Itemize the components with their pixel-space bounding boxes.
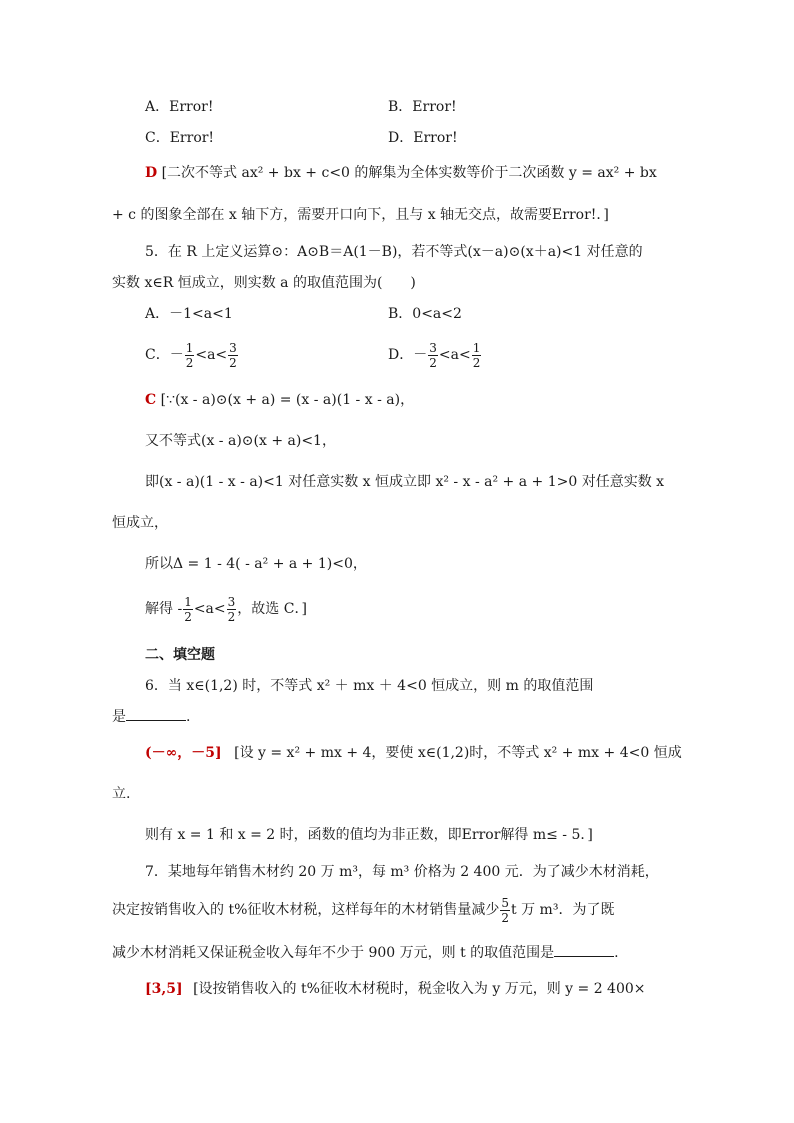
numerator: 1: [472, 340, 481, 355]
denominator: 2: [501, 910, 510, 925]
denominator: 2: [185, 355, 194, 370]
q5-option-b: B．0<a<2: [388, 306, 462, 322]
q4-answer-line-1: [145, 162, 684, 184]
q5-option-row-2: [145, 338, 684, 372]
numerator: 1: [184, 594, 192, 609]
q5-option-a: A．－1<a<1: [145, 306, 233, 322]
q4-option-row-1: [145, 96, 684, 118]
q5-solution-6-suffix: ，故选 C．]: [237, 601, 307, 617]
numerator: 3: [229, 340, 237, 355]
denominator: 2: [429, 355, 437, 370]
q7-stem-3-prefix: 减少木材消耗又保证税金收入每年不少于 900 万元，则 t 的取值范围是: [112, 945, 555, 961]
q5-solution-line-1: [145, 389, 684, 411]
answer-blank: [126, 706, 186, 721]
q4-option-d: D．Error!: [388, 130, 458, 146]
q6-stem-prefix: 是: [112, 709, 126, 725]
q5-solution-line-4: 恒成立，: [112, 515, 168, 531]
numerator: 1: [185, 340, 194, 355]
q7-solution-line-1: [145, 978, 684, 1000]
q5-solution-line-6: [145, 592, 684, 626]
q5-option-d: [388, 338, 482, 372]
q7-stem-2-prefix: 决定按销售收入的 t%征收木材税，这样每年的木材销售量减少: [112, 902, 500, 918]
q4-answer-letter: D: [145, 165, 158, 181]
q6-stem-line-1: 6．当 x∈(1,2) 时，不等式 x² ＋ mx ＋ 4<0 恒成立，则 m 的取值范围: [145, 678, 594, 694]
q5-solution-line-5: 所以Δ = 1 - 4( - a² + a + 1)<0，: [145, 556, 367, 572]
denominator: 2: [227, 609, 236, 624]
q6-solution-text-1: [设 y = x² + mx + 4，要使 x∈(1,2)时，不等式 x² + mx + 4<0 恒成: [234, 745, 682, 761]
q6-solution-line-1: [145, 742, 684, 764]
numerator: 3: [227, 594, 236, 609]
q7-stem-line-2: [112, 893, 684, 927]
q5-stem-line-2: 实数 x∈R 恒成立，则实数 a 的取值范围为( ): [112, 275, 416, 291]
q4-answer-text-1: [二次不等式 ax² + bx + c<0 的解集为全体实数等价于二次函数 y = ax² + bx: [161, 165, 657, 181]
q6-stem-suffix: .: [186, 709, 191, 725]
q5-option-c-prefix: C．－: [145, 347, 184, 363]
q5-option-d-mid: <a<: [438, 347, 471, 363]
q7-stem-2-suffix: t 万 m³．为了既: [511, 902, 615, 918]
q4-option-row-2: [145, 127, 684, 149]
fraction: [228, 341, 238, 370]
q4-answer-line-2: + c 的图象全部在 x 轴下方，需要开口向下，且与 x 轴无交点，故需要Error!．]: [112, 207, 609, 223]
q4-option-a: A．Error!: [145, 99, 214, 115]
q7-stem-line-1: 7．某地每年销售木材约 20 万 m³，每 m³ 价格为 2 400 元．为了减少木材消耗，: [145, 864, 659, 880]
q7-answer: [3,5]: [145, 981, 183, 997]
q6-solution-line-3: 则有 x = 1 和 x = 2 时，函数的值均为非正数，即Error解得 m≤ - 5．]: [145, 827, 593, 843]
numerator: 3: [429, 340, 437, 355]
q5-stem-line-1: 5．在 R 上定义运算⊙：A⊙B＝A(1－B)，若不等式(x－a)⊙(x＋a)<1 对任意的: [145, 244, 643, 260]
q4-option-c: C．Error!: [145, 130, 215, 146]
answer-blank: [554, 942, 614, 957]
fraction: [428, 341, 438, 370]
q5-option-c: [145, 340, 239, 370]
q6-solution-line-2: 立.: [112, 786, 131, 802]
fraction: [472, 341, 482, 370]
denominator: 2: [184, 609, 192, 624]
q5-answer-letter: C: [145, 392, 157, 408]
section-title: 二、填空题: [145, 647, 215, 663]
fraction: [185, 341, 195, 370]
denominator: 2: [229, 355, 237, 370]
q5-solution-6-prefix: 解得 -: [145, 601, 183, 617]
numerator: 5: [501, 895, 510, 910]
fraction: [227, 595, 237, 624]
q7-stem-line-3: [112, 942, 684, 964]
q7-solution-text-1: [设按销售收入的 t%征收木材税时，税金收入为 y 万元，则 y = 2 400×: [193, 981, 646, 997]
q6-stem-line-2: [112, 706, 684, 728]
q7-stem-3-suffix: .: [614, 945, 619, 961]
q5-solution-line-3: 即(x - a)(1 - x - a)<1 对任意实数 x 恒成立即 x² - x - a² + a + 1>0 对任意实数 x: [145, 474, 665, 490]
q5-solution-6-mid: <a<: [193, 601, 226, 617]
q5-solution-text-1: [∵(x - a)⊙(x + a) = (x - a)(1 - x - a)，: [160, 392, 415, 408]
fraction: [500, 896, 510, 925]
denominator: 2: [472, 355, 481, 370]
q4-option-b: B．Error!: [388, 99, 457, 115]
fraction: [183, 595, 193, 624]
q5-solution-line-2: 又不等式(x - a)⊙(x + a)<1，: [145, 433, 336, 449]
q5-option-d-prefix: D．－: [388, 347, 428, 363]
q5-option-c-mid: <a<: [195, 347, 228, 363]
q6-answer: (－∞，－5]: [145, 745, 222, 761]
q5-option-row-1: [145, 303, 684, 325]
